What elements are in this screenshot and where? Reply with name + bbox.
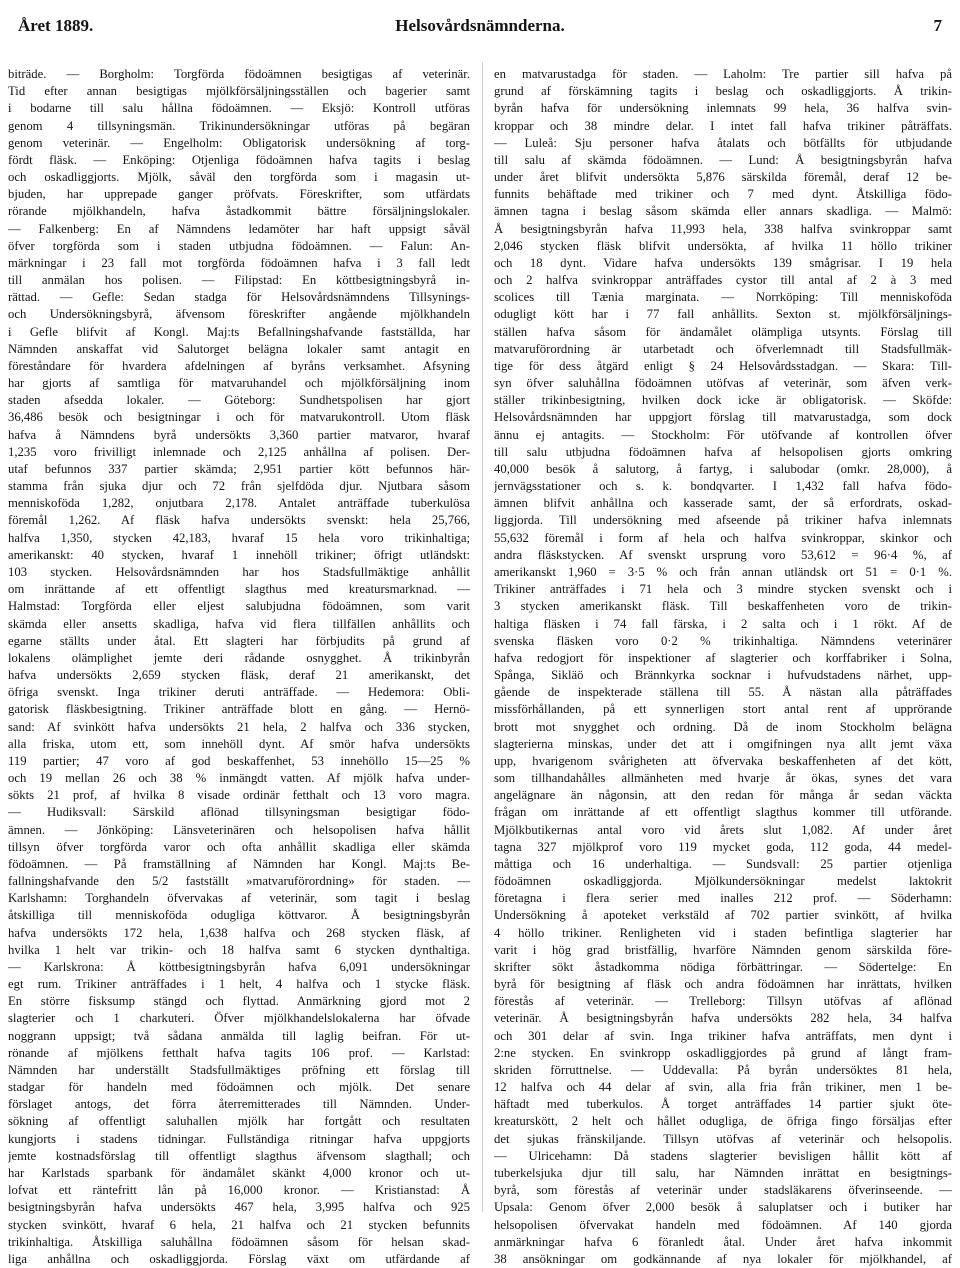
text-line: Spånga, Sikläö och Brännkyrka socknar i hufvudstadens närhet, upp- xyxy=(494,668,952,683)
text-line: födoämnen oskadliggjorda. Mjölkundersökningar medelst laktokrit xyxy=(494,874,952,889)
text-line: 12 halfva och 44 delar af svin, alla fria från trikiner, men 1 be- xyxy=(494,1080,952,1095)
text-line: och 2 halfva svinkroppar anträffades cystor till antal af 2 à 3 med xyxy=(494,273,952,288)
text-line: — Karlskrona: Å köttbesigtningsbyrån hafva 6,091 undersökningar xyxy=(8,959,470,974)
text-line: syn öfver saluhållna födoämnen utöfvas af veterinär, som äfven verk- xyxy=(494,376,952,391)
text-line: Upsala: Genom öfver 2,000 besök å saluplatser och i butiker har xyxy=(494,1200,952,1215)
text-line: helsopolisen öfvervakat handeln med födoämnen. Af 140 gjorda xyxy=(494,1217,952,1232)
text-line: grund af förskämning tagits i beslag och oskadliggjorts. Å trikin- xyxy=(494,84,952,99)
text-line: har Karlstads sparbank för ändamålet skänkt 4,000 kronor och ut- xyxy=(8,1166,470,1180)
text-line: slagterier och 1 charkuteri. Öfver mjölkhandelslokalerna har öfvade xyxy=(8,1011,470,1026)
text-line: sand: Af svinkött hafva undersökts 21 hela, 2 halfva och 336 stycken, xyxy=(8,719,470,734)
text-line: tige för dess åtgärd enligt § 24 Helsovårdsstadgan. — Skara: Till- xyxy=(494,358,952,373)
text-line: 38 ansökningar om godkännande af nya lokaler för mjölkhandel, af xyxy=(494,1251,952,1266)
text-line: liggjorda. Till undersökning med afseende på trikiner hafva inlemnats xyxy=(494,513,952,528)
text-line: häftadt med tuberkulos. Å torget anträffades 14 partier sjukt öte- xyxy=(494,1097,952,1112)
text-line: till salu af skämda födoämnen. — Lund: Å besigtningsbyrån hafva xyxy=(494,152,952,167)
text-line: slagterierna minskas, under det att i omgifningen nya allt jemt växa xyxy=(494,736,952,751)
text-line: brott mot snygghet och ordning. Då de inom Stockholm belägna xyxy=(494,719,952,734)
left-text-column xyxy=(8,66,470,1268)
text-line: Å besigtningsbyrån hafva 11,993 hela, 338 halfva svinkroppar samt xyxy=(494,221,952,236)
text-line: kreaturskött, 2 helt och hållet odugliga, de öfriga fingo försäljas efter xyxy=(494,1114,952,1129)
text-line: rörande mjölkhandeln, hafva åstadkommit bättre försäljningslokaler. xyxy=(8,204,470,219)
text-line: under året blifvit undersökta 5,876 särskilda föremål, deraf 12 be- xyxy=(494,170,952,185)
text-line: halfva 1,350, stycken 42,183, hvaraf 15 hela voro trikinhaltiga; xyxy=(8,530,470,545)
text-line: svenska fläsken voro 0·2 % trikinhaltiga. Nämndens veterinärer xyxy=(494,633,952,648)
text-line: öfver torgförda som i staden utbjudna födoämnen. — Falun: An- xyxy=(8,238,470,253)
text-line: ämnen. — Jönköping: Länsveterinären och helsopolisen hafva hållit xyxy=(8,822,470,837)
text-line: En större fisksump stängd och flyttad. Anmärkning gjord mot 2 xyxy=(8,994,470,1009)
text-line: byrå för besigtning af fläsk och andra födoämnen har inrättats, hvilken xyxy=(494,977,952,992)
text-line: kungjorts i stadens tidningar. Fullständiga ritningar hafva uppgjorts xyxy=(8,1131,470,1146)
text-line: frågan om inrättande af ett offentligt slagthus kommer till utförande. xyxy=(494,805,952,820)
text-line: det sjukas fränskiljande. Tillsyn utöfvas af veterinär och helsopolis. xyxy=(494,1131,952,1146)
text-line: menniskoföda 1,282, onjutbara 2,178. Antalet anträffade tuberkulösa xyxy=(8,496,470,511)
text-line: födoämnen. — På framställning af Nämnden har Kongl. Maj:ts Be- xyxy=(8,856,470,871)
text-line: och Undersökningsbyrå, äfvensom föreskrifter angående mjölkhandeln xyxy=(8,307,470,322)
text-line: veterinär. Å besigtningsbyrån hafva undersökts 282 hela, 34 halfva xyxy=(494,1011,952,1026)
text-line: kroppar och 38 mindre delar. I intet fall hafva trikiner påträffats. xyxy=(494,118,952,133)
text-line: föremål 1,262. Af fläsk hafva undersökts svenskt: hela 25,766, xyxy=(8,513,470,528)
text-line: rönande af mjölkens fetthalt hafva tagits 106 prof. — Karlstad: xyxy=(8,1045,470,1060)
text-line: tuberkelsjuka djur till salu, har Nämnden inrättat en besigtnings- xyxy=(494,1166,952,1180)
text-line: 2,046 stycken fläsk blifvit undersökta, af hvilka 11 höllo trikiner xyxy=(494,238,952,253)
text-line: 36,486 besök och besigtningar i och för matvarukontroll. Utom fläsk xyxy=(8,410,470,425)
text-line: ämnen tagna i beslag såsom skämda eller annars skadliga. — Malmö: xyxy=(494,204,952,219)
text-line: utaf befunnos 337 partier skämda; 2,951 partier kött befunnos här- xyxy=(8,461,470,476)
text-line: amerikanskt: 40 stycken, hvaraf 1 innehöll trikiner; öfrigt utländskt: xyxy=(8,547,470,562)
text-line: 3 stycken amerikanskt fläsk. Till beskaffenheten voro de trikin- xyxy=(494,599,952,614)
text-line: hafva undersökts 2,659 stycken fläsk, deraf 21 amerikanskt, det xyxy=(8,668,470,683)
text-line: Undersökning å apoteket verkstäld af 702 partier svinkött, af hvilka xyxy=(494,908,952,923)
text-line: scolices till Tænia marginata. — Norrköping: Till menniskoföda xyxy=(494,290,952,305)
text-line: rättad. — Gefle: Sedan stadga för Helsovårdsnämndens Tillsynings- xyxy=(8,290,470,305)
page-number: 7 xyxy=(933,16,942,35)
column-divider xyxy=(482,62,483,1212)
text-line: — Ulricehamn: Då stadens slagterier bevisligen hållit kött af xyxy=(494,1148,952,1163)
text-line: noggrann uppsigt; två sådana anmälda till laglig beifran. För ut- xyxy=(8,1028,470,1043)
text-line: om inrättande af ett offentligt slagthus med kreatursmarknad. — xyxy=(8,582,470,597)
text-line: bjuden, har upprepade ganger pröfvats. Föreskrifter, som utfärdats xyxy=(8,187,470,202)
text-line: öfriga svenskt. Inga trikiner deruti anträffade. — Hedemora: Obli- xyxy=(8,685,470,700)
text-line: stamma från sjuka djur och 72 från sjelfdöda djur. Njutbara såsom xyxy=(8,479,470,494)
text-line: förestås af veterinär. — Trelleborg: Tillsyn utöfvas af aflönad xyxy=(494,994,952,1009)
text-line: gatorisk fläskbesigtning. Trikiner anträffade blott en gång. — Hernö- xyxy=(8,702,470,717)
text-line: som tillhandahålles allmänheten med hvarje år ökas, synes det vara xyxy=(494,771,952,786)
text-line: 2:ne stycken. En svinkropp oskadliggjordes på grund af långt fram- xyxy=(494,1045,952,1060)
text-line: hafva å Nämndens byrå undersökts 3,360 partier matvaror, hvaraf xyxy=(8,427,470,442)
text-line: har gjorts af samtliga för matvaruhandel och mjölkförsäljning inom xyxy=(8,376,470,391)
text-line: till salu utbjudna födoämnen hafva af helsopolisen gjorts omkring xyxy=(494,444,952,459)
text-line: 1,235 voro frivilligt inlemnade och 2,125 anhållna af polisen. Der- xyxy=(8,444,470,459)
text-line: hvilka 1 helt var trikin- och 18 halfva samt 6 stycken dynthaltiga. xyxy=(8,942,470,957)
text-line: — Hudiksvall: Särskild aflönad tillsyningsman besigtigar födo- xyxy=(8,805,470,820)
text-line: sökts 21 prof, af hvilka 8 visade ordinär fetthalt och 13 voro magra. xyxy=(8,788,470,803)
text-line: stycken svinkött, hvaraf 6 hela, 21 halfva och 21 stycken befunnits xyxy=(8,1217,470,1232)
text-line: förslaget antogs, det förra återremitterades till Nämnden. Under- xyxy=(8,1097,470,1112)
text-line: Tid efter annan besigtigas mjölkförsäljningsställen och bagerier samt xyxy=(8,84,470,99)
text-line: alla friska, utom ett, som innehöll dynt. Af smör hafva undersökts xyxy=(8,736,470,751)
text-line: angelägnare än någonsin, att den redan för många år sedan väckta xyxy=(494,788,952,803)
text-line: hafva redogjort för inspektioner af slagterier och korffabriker i Solna, xyxy=(494,650,952,665)
text-line: upp, hvarigenom svårigheten att öfvervaka beskaffenheten af det kött, xyxy=(494,753,952,768)
text-line: liga anhållna och oskadliggjorda. Förslag växt om utfärdande af xyxy=(8,1251,470,1266)
text-line: byrå, som förestås af veterinär under stadsläkarens öfverinseende. — xyxy=(494,1183,952,1198)
text-line: åtskilliga till menniskoföda odugliga köttvaror. Å besigtningsbyrån xyxy=(8,908,470,923)
text-line: matvaruförordning är utarbetadt och öfverlemnadt till Stadsfullmäk- xyxy=(494,341,952,356)
text-line: Mjölkbutikernas antal voro vid årets slut 1,082. Af under året xyxy=(494,822,952,837)
text-line: genom 4 tillsyningsmän. Trikinundersökningar utföras på begäran xyxy=(8,118,470,133)
text-line: Nämnden har underställt Stadsfullmäktiges pröfning ett förslag till xyxy=(8,1062,470,1077)
text-line: besigtningsbyrån hafva undersökts 467 hela, 3,995 halfva och 925 xyxy=(8,1200,470,1215)
text-line: Halmstad: Torgförda eller eljest salubjudna födoämnen, som varit xyxy=(8,599,470,614)
text-line: 4 höllo trikiner. Renligheten vid i staden befintliga slagterier har xyxy=(494,925,952,940)
year-label: Året 1889. xyxy=(18,16,94,35)
text-line: tillsyn öfver torgförda varor och ofta anhållit skadliga eller skämda xyxy=(8,839,470,854)
text-line: lokalens olämplighet jemte deri rådande osnygghet. Å trikinbyrån xyxy=(8,650,470,665)
text-line: Karlshamn: Torghandeln öfvervakas af veterinär, som tagit i beslag xyxy=(8,891,470,906)
text-line: genom veterinär. — Engelholm: Obligatorisk undersökning af torg- xyxy=(8,135,470,150)
text-line: fördt fläsk. — Enköping: Otjenliga födoämnen hafva tagits i beslag xyxy=(8,152,470,167)
text-line: 40,000 besök å salutorg, å fartyg, i salubodar (omkr. 28,000), å xyxy=(494,461,952,476)
text-line: ställer trikinbesigtning, hvilken dock icke är obligatorisk. — Sköfde: xyxy=(494,393,952,408)
text-line: företagna i flera serier med inalles 212 prof. — Söderhamn: xyxy=(494,891,952,906)
text-line: Trikiner anträffades i 71 hela och 3 mindre stycken svenskt och i xyxy=(494,582,952,597)
text-line: trikinhaltiga. Åtskilliga saluhållna födoämnen såsom för helsan skad- xyxy=(8,1234,470,1249)
text-line: ämnen blifvit anhållna och kasserade samt, der så erfordrats, oskad- xyxy=(494,496,952,511)
text-line: märkningar i 23 fall mot torgförda födoämnen hafva i 3 fall ledt xyxy=(8,255,470,270)
text-line: och oskadliggjorts. Mjölk, såväl den torgförda som i magasin ut- xyxy=(8,170,470,185)
text-line: föreståndare för hvardera afdelningen af byråns verksamhet. Afsyning xyxy=(8,358,470,373)
text-line: hafva undersökts 172 hela, 1,638 halfva och 268 stycken fläsk, af xyxy=(8,925,470,940)
text-line: egt rum. Trikiner anträffades i 1 helt, 4 halfva och 1 stycke fläsk. xyxy=(8,977,470,992)
text-line: i bodarne till salu hållna födoämnen. — Eksjö: Kontroll utföras xyxy=(8,101,470,116)
text-line: byrån hafva för undersökning inlemnats 99 hela, 36 halfva svin- xyxy=(494,101,952,116)
text-line: 119 partier; 47 voro af god beskaffenhet, 53 innehöllo 15—25 % xyxy=(8,753,470,768)
text-line: missförhållanden, på ett synnerligen stort antal rent af upprörande xyxy=(494,702,952,717)
right-text-column xyxy=(494,66,952,1268)
text-line: — Falkenberg: En af Nämndens ledamöter har haft uppsigt såväl xyxy=(8,221,470,236)
text-line: måttiga och 16 underhaltiga. — Sundsvall: 25 partier otjenliga xyxy=(494,856,952,871)
text-line: och 301 delar af svin. Inga trikiner hafva anträffats, men dynt i xyxy=(494,1028,952,1043)
text-line: jemte kostnadsförslag till offentligt slagthus äfvensom slagthall; och xyxy=(8,1148,470,1163)
text-line: stadgar för handeln med födoämnen och mjölk. Det senare xyxy=(8,1080,470,1095)
text-line: tagna 327 mjölkprof voro 119 mycket goda, 112 goda, 44 medel- xyxy=(494,839,952,854)
text-line: skrifter sökt åstadkomma nödiga förbättringar. — Södertelge: En xyxy=(494,959,952,974)
text-line: ställen hafva såsom för ändamålet olämpliga utsynts. Förslag till xyxy=(494,324,952,339)
text-line: jernvägsstationer och s. k. bondqvarter. I 1,432 fall hafva födo- xyxy=(494,479,952,494)
text-line: amerikanskt 1,960 = 3·5 % och från annan utländsk ort 51 = 0·1 %. xyxy=(494,564,952,579)
text-line: lofvat ett räntefritt lån på 16,000 kronor. — Kristianstad: Å xyxy=(8,1183,470,1198)
text-line: skriden förruttnelse. — Uddevalla: På byrån undersöktes 81 hela, xyxy=(494,1062,952,1077)
text-line: biträde. — Borgholm: Torgförda födoämnen besigtigas af veterinär. xyxy=(8,67,470,81)
text-line: 103 stycken. Helsovårdsnämnden har hos Stadsfullmäktige anhållit xyxy=(8,564,470,579)
text-line: till anmälan hos polisen. — Filipstad: En köttbesigtningsbyrå in- xyxy=(8,273,470,288)
text-line: staden afsedda lokaler. — Göteborg: Sundhetspolisen har gjort xyxy=(8,393,470,408)
text-line: skämda eller ansetts skadliga, hafva vid flera tillfällen anhållits och xyxy=(8,616,470,631)
text-line: 55,632 föremål i form af hela och halfva svinkroppar, skinkor och xyxy=(494,530,952,545)
section-title: Helsovårdsnämnderna. xyxy=(395,16,565,35)
text-line: en matvarustadga för staden. — Laholm: Tre partier sill hafva på xyxy=(494,67,952,81)
text-line: Nämnden anskaffat vid Salutorget belägna lokaler samt antagit en xyxy=(8,341,470,356)
running-head xyxy=(18,16,942,42)
text-line: fallningshafvande den 5/2 fastställt »matvaruförordning» för staden. — xyxy=(8,874,470,889)
text-line: haltiga fläsken i 74 fall färska, i 2 salta och i 1 rökt. Af de xyxy=(494,616,952,631)
text-line: Helsovårdsnämnden har uppgjort förslag till matvarustadga, som dock xyxy=(494,410,952,425)
text-line: anmärkningar hafva 6 föranledt åtal. Under året hafva inkommit xyxy=(494,1234,952,1249)
text-line: funnits behäftade med trikiner och 7 med dynt. Åtskilliga födo- xyxy=(494,187,952,202)
text-line: i Gefle blifvit af Kongl. Maj:ts Befallningshafvande fastställda, har xyxy=(8,324,470,339)
text-line: odugligt kött har i 77 fall anhållits. Sexton st. mjölkförsäljnings- xyxy=(494,307,952,322)
text-line: sökning af offentligt saluhallen mjölk har fortgått och resultaten xyxy=(8,1114,470,1129)
text-line: och 19 mellan 26 och 38 % inmängdt vatten. Af mjölk hafva under- xyxy=(8,771,470,786)
text-line: och 18 dynt. Vidare hafva undersökts 139 smågrisar. I 19 hela xyxy=(494,255,952,270)
text-line: ännu ej antagits. — Stockholm: För utöfvande af kontrollen öfver xyxy=(494,427,952,442)
text-line: egarne ställts under åtal. Ett slagteri har förbjudits på grund af xyxy=(8,633,470,648)
text-line: andra fläskstycken. Af svenskt ursprung voro 53,612 = 96·4 %, af xyxy=(494,547,952,562)
text-line: — Luleå: Sju personer hafva åtalats och bötfällts för utbjudande xyxy=(494,135,952,150)
text-line: gående de inspekterade ställena till 55. Å nästan alla påträffades xyxy=(494,685,952,700)
text-line: varit i hög grad bristfällig, hvarföre Nämnden genom särskilda före- xyxy=(494,942,952,957)
